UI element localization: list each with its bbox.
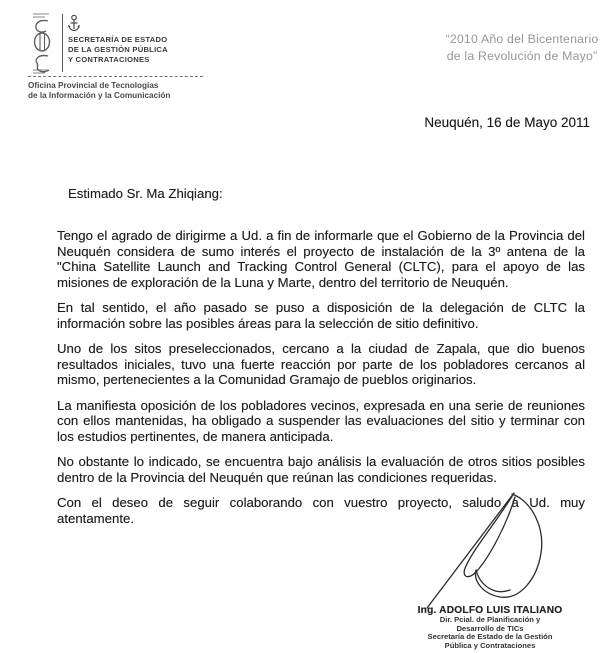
- bicentenario-motto: [438, 31, 606, 65]
- paragraph-3: Uno de los sitos preseleccionados, cercano a la ciudad de Zapala, que dio buenos resultados iniciales, tuvo una fuerte reacción por parte de los pobladores cercanos al mismo, pertenecientes a la Comunidad Gramajo de pueblos originarios.: [57, 341, 585, 387]
- letterhead-organization: [68, 35, 168, 65]
- signer-title-4: Pública y Contrataciones: [444, 640, 536, 650]
- letterhead-divider: [62, 14, 63, 72]
- signer-name: Ing. ADOLFO LUIS ITALIANO: [417, 605, 563, 616]
- signer-title-3: Secretaría de Estado de la Gestión: [427, 632, 553, 642]
- paragraph-4: La manifiesta oposición de los pobladores vecinos, expresada en una serie de reuniones con ellos mantenidas, ha obligado a suspender las evaluaciones del sitio y terminar con los estudios pertinentes, de manera anticipada.: [57, 397, 585, 444]
- letterhead-dashed-rule: [28, 76, 203, 77]
- signer-title-1: Dir. Pcial. de Planificación y: [439, 615, 541, 624]
- paragraph-2: En tal sentido, el año pasado se puso a disposición de la delegación de CLTC la información sobre las posibles áreas para la selección de sitio definitivo.: [57, 300, 585, 331]
- office-line-2: de la Información y la Comunicación: [28, 91, 171, 100]
- paragraph-5: No obstante lo indicado, se encuentra bajo análisis la evaluación de otros sitios posibles dentro de la Provincia del Neuquén que reúnan las condiciones requeridas.: [57, 454, 585, 485]
- date-line: Neuquén, 16 de Mayo 2011: [424, 115, 590, 130]
- motto-line-1: “2010 Año del Bicentenario: [445, 32, 599, 46]
- signer-title-2: Desarrollo de TICs: [456, 623, 524, 633]
- org-line-2: DE LA GESTIÓN PÚBLICA: [68, 45, 168, 54]
- paragraph-1: Tengo el agrado de dirigirme a Ud. a fin de informarle que el Gobierno de la Provincia del Neuquén considera de sumo interés el proyecto de instalación de la 3º antena de la "China Satellite Launch and Tracking Control General (CLTC), para el apoyo de las misiones de exploración de la Luna y Marte, dentro del territorio de Neuquén.: [57, 228, 585, 290]
- motto-line-2: de la Revolución de Mayo”: [446, 49, 598, 63]
- paragraph-6: Con el deseo de seguir colaborando con vuestro proyecto, saludo a Ud. muy atentamente.: [57, 495, 585, 526]
- letterhead-office: [28, 81, 170, 101]
- neuquen-emblem-icon: [30, 12, 60, 74]
- handwritten-signature-icon: [424, 486, 552, 612]
- salutation: Estimado Sr. Ma Zhiqiang:: [68, 186, 223, 201]
- pehuen-anchor-icon: [66, 14, 82, 32]
- org-line-1: SECRETARÍA DE ESTADO: [68, 35, 168, 44]
- office-line-1: Oficina Provincial de Tecnologías: [28, 81, 159, 90]
- org-line-3: Y CONTRATACIONES: [68, 55, 150, 64]
